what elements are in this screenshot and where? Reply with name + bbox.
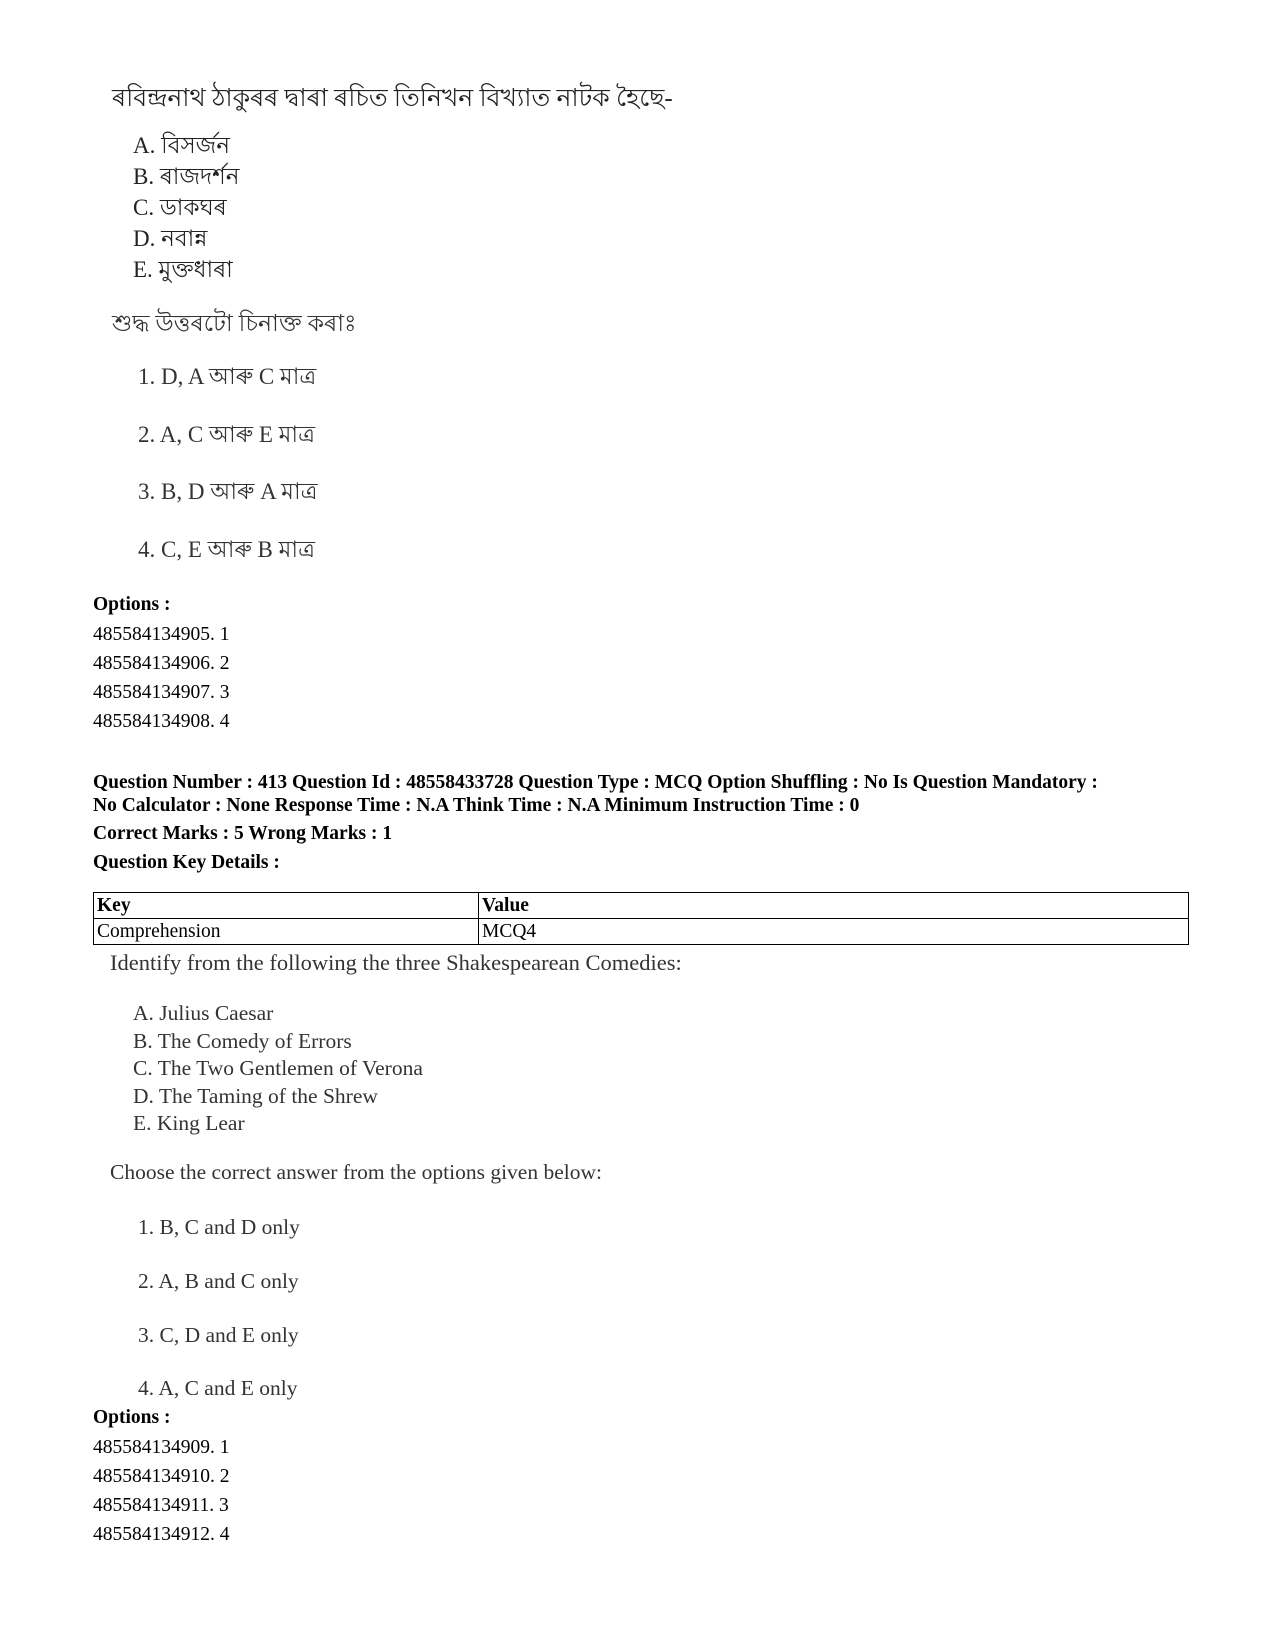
answer-choice: 3. B, D আৰু A মাত্ৰ: [138, 479, 318, 504]
table-row: [94, 919, 1189, 945]
question-item: A. Julius Caesar: [133, 1001, 274, 1025]
answer-choice: 3. C, D and E only: [138, 1322, 299, 1347]
answer-choice: 2. A, B and C only: [138, 1268, 299, 1293]
answer-choice: 1. B, C and D only: [138, 1215, 300, 1239]
answer-choice: 4. A, C and E only: [138, 1376, 298, 1401]
answer-choice: 1. D, A আৰু C মাত্ৰ: [138, 364, 317, 389]
answer-choice: 4. C, E আৰু B মাত্ৰ: [138, 536, 315, 562]
question-stem: Identify from the following the three Shakespearean Comedies:: [110, 950, 682, 975]
question-item: D. The Taming of the Shrew: [133, 1083, 378, 1108]
question-item: C. The Two Gentlemen of Verona: [133, 1056, 423, 1080]
option-id: 485584134911. 3: [93, 1495, 229, 1516]
question-instruction: Choose the correct answer from the options given below:: [110, 1160, 602, 1184]
question-items: [133, 1000, 423, 1138]
question-meta-line-2: No Calculator : None Response Time : N.A Think Time : N.A Minimum Instruction Time : 0: [93, 795, 860, 816]
question-marks: Correct Marks : 5 Wrong Marks : 1: [93, 823, 393, 844]
table-header-value: Value: [479, 893, 1189, 919]
option-ids: [93, 620, 230, 736]
question-item: C. ডাকঘৰ: [133, 195, 227, 220]
options-label: Options :: [93, 1407, 171, 1428]
question-item: A. বিসর্জন: [133, 133, 230, 158]
question-item: E. মুক্তধাৰা: [133, 257, 233, 282]
question-instruction: শুদ্ধ উত্তৰটো চিনাক্ত কৰাঃ: [112, 311, 357, 337]
question-meta-line-1: Question Number : 413 Question Id : 48558433728 Question Type : MCQ Option Shuffling : No Is Question Mandatory :: [93, 772, 1098, 793]
table-cell-key: Comprehension: [94, 919, 479, 945]
option-id: 485584134905. 1: [93, 624, 230, 645]
option-id: 485584134910. 2: [93, 1466, 230, 1487]
question-item: E. King Lear: [133, 1111, 245, 1135]
table-header-key: Key: [94, 893, 479, 919]
table-cell-value: MCQ4: [479, 919, 1189, 945]
option-id: 485584134912. 4: [93, 1524, 230, 1545]
option-ids: [93, 1433, 230, 1549]
option-id: 485584134909. 1: [93, 1437, 230, 1458]
option-id: 485584134906. 2: [93, 653, 230, 674]
question-item: B. The Comedy of Errors: [133, 1028, 352, 1053]
answer-choices: [138, 362, 318, 592]
answer-choice: 2. A, C আৰু E মাত্ৰ: [138, 421, 315, 447]
option-id: 485584134908. 4: [93, 711, 230, 732]
question-stem: ৰবিন্দ্ৰনাথ ঠাকুৰৰ দ্বাৰা ৰচিত তিনিখন বিখ্যাত নাটক হৈছে-: [112, 85, 673, 112]
table-header-row: [94, 893, 1189, 919]
question-item: D. নবান্ন: [133, 226, 208, 251]
answer-choices: [138, 1212, 300, 1427]
option-id: 485584134907. 3: [93, 682, 230, 703]
options-label: Options :: [93, 594, 171, 615]
key-details-label: Question Key Details :: [93, 852, 280, 873]
question-item: B. ৰাজদর্শন: [133, 164, 240, 189]
key-details-table: [93, 892, 1189, 945]
question-items: [133, 130, 239, 285]
